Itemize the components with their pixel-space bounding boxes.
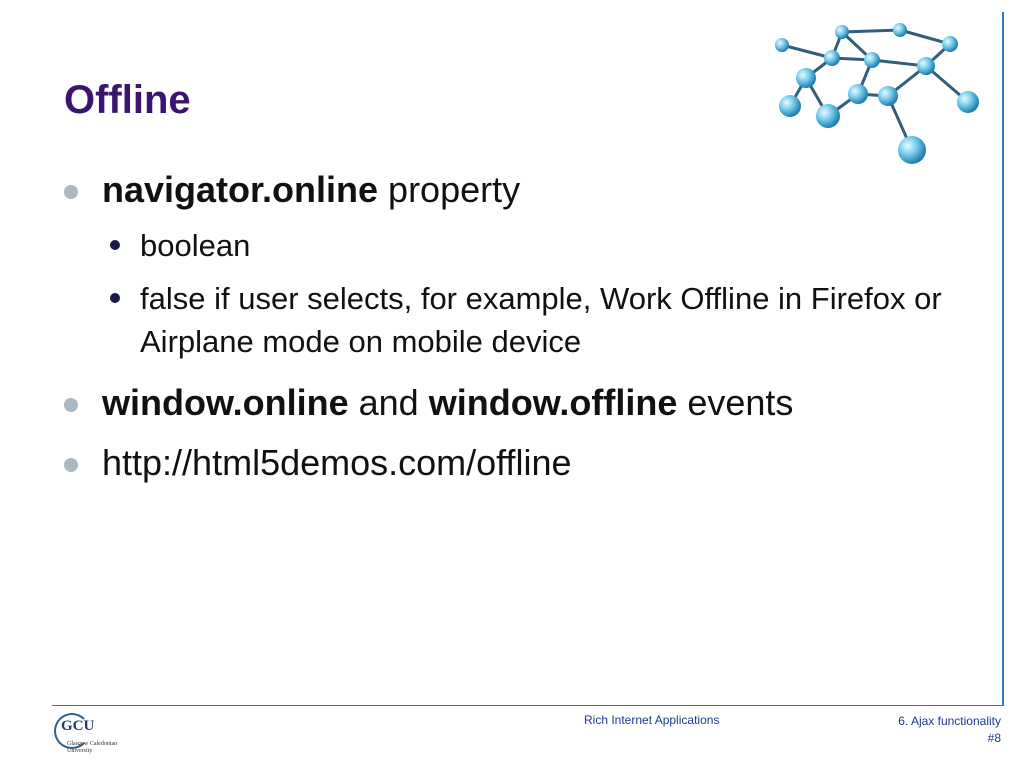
logo-university-name [67,741,127,755]
bullet-bold-text: window.offline [428,382,678,423]
sub-bullet-text: false if user selects, for example, Work Offline in Firefox or Airplane mode on mobile device [140,281,942,359]
footer-section-title: 6. Ajax functionality [898,714,1001,728]
logo-letters: GCU [61,718,95,734]
gcu-logo [54,713,124,753]
bullet-text: property [378,169,521,210]
sub-bullet-dot [110,240,120,250]
sub-bullet-text: boolean [140,228,251,263]
footer-section [898,713,1001,747]
molecule-network-icon [760,18,990,178]
bullet-dot [64,458,78,472]
bullet-demo-link [60,441,960,485]
bullet-text: events [677,382,794,423]
sub-bullet-false-if [60,277,960,363]
bullet-bold-text: navigator.online [102,169,379,210]
bullet-dot [64,398,78,412]
bullet-text: and [348,382,429,423]
bullet-navigator-online [60,168,960,212]
logo-line-2: University [67,748,93,754]
sub-bullet-boolean [60,224,960,267]
footer-course-name: Rich Internet Applications [584,713,720,727]
bullet-list [60,168,960,485]
logo-line-1: Glasgow Caledonian [67,741,118,747]
sub-bullet-dot [110,293,120,303]
footer-divider [52,705,1004,706]
footer-page-number: #8 [987,731,1001,745]
bullet-dot [64,185,78,199]
demo-url-text: http://html5demos.com/offline [102,442,572,483]
bullet-window-events [60,381,960,425]
bullet-bold-text: window.online [102,382,349,423]
slide-title: Offline [64,78,191,122]
right-border-line [1002,12,1004,706]
